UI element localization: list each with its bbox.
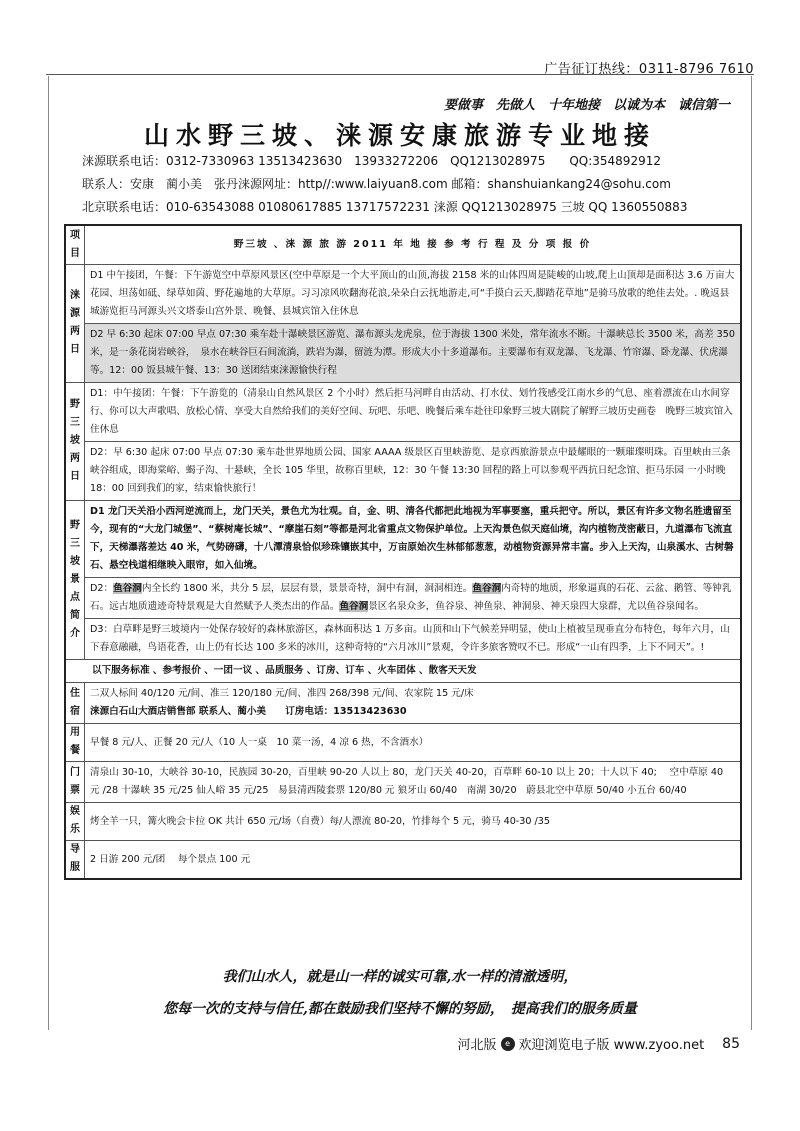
fun-cell: 烤全羊一只，篝火晚会卡拉 OK 共计 650 元/场（自费）每/人漂流 80-20，竹排每个 5 元，骑马 40-30 /35 [85,803,742,841]
lodging-prices: 二双人标间 40/120 元/间、准三 120/180 元/间、准四 268/398 元/间、农家院 15 元/床 [90,688,474,699]
table-row [65,383,741,442]
scenic-day2: D2：鱼谷洞内全长约 1800 米，共分 5 层，层层有景，景景奇特，洞中有洞，洞洞相连。鱼谷洞内奇特的地质，形象逼真的石花、云盆、鹅管、等钟乳石。远古地质遗迹奇特景观是大自然赋予人类杰出的作品。鱼谷洞景区名泉众多，鱼谷泉、神鱼泉、神洞泉、神天泉四大泉群，尤以鱼谷泉闻名。 [85,578,742,619]
guide-label: 导服 [65,841,85,880]
table-row [65,660,741,683]
table-row [65,762,741,803]
contact-line-persons: 联系人：安康 蔺小美 张丹涞源网址：http//:www.laiyuan8.com 邮箱：shanshuiankang24@sohu.com [82,177,671,191]
ticket-cell: 清泉山 30-10，大峡谷 30-10，民族园 30-20，百里峡 90-20 人以上 80，龙门天关 40-20，百草畔 60-10 以上 20；十人以下 40; 空中草原 40 元 /28 十瀑峡 35 元/25 仙人峪 35 元/25 易县清西陵套票 120/80 元 狼牙山 60/40 南湖 30/20 蔚县北空中草原 50/40 小五台 60/40 [85,762,742,803]
welcome-link[interactable]: 欢迎浏览电子版 www.zyoo.net [518,1038,705,1053]
meal-cell: 早餐 8 元/人、正餐 20 元/人（10 人一桌 10 菜一汤，4 凉 6 热，不含酒水） [85,724,742,762]
lodging-label: 住宿 [65,683,85,724]
page-footer [458,1034,740,1053]
laiyuan-day2: D2 早 6:30 起床 07:00 早点 07:30 乘车赴十瀑峡景区游览、瀑布源头龙虎泉，位于海拔 1300 米处，常年流水不断。十瀑峡总长 3500 米，高差 350 米，是一条花岗岩峡谷， 泉水在峡谷巨石间流淌，跌岩为瀑，留涟为潭。形成大小十多道瀑布。主要瀑布有双龙瀑、飞龙瀑、竹帘瀑、卧龙瀑、伏虎瀑等。12：00 饭县城午餐、13：30 送团结束涞源愉快行程 [85,324,742,383]
contact-line-laiyuan: 涞源联系电话：0312-7330963 13513423630 13933272206 QQ1213028975 QQ:354892912 [82,154,661,168]
highlight-yugudong: 鱼谷洞 [339,601,369,612]
contact-line-beijing: 北京联系电话：010-63543088 01080617885 13717572231 涞源 QQ1213028975 三坡 QQ 1360550883 [82,200,688,214]
ticket-label: 门票 [65,762,85,803]
yesanpo-section-label: 野三坡两日 [65,383,85,501]
table-title: 野三坡 、涞 源 旅 游 2011 年 地 接 参 考 行 程 及 分 项 报 价 [85,225,742,265]
highlight-yugudong: 鱼谷洞 [472,583,502,594]
table-row [65,619,741,660]
scenic-section-label: 野三坡景点简介 [65,501,85,660]
fun-label: 娱乐 [65,803,85,841]
slogan: 要做事 先做人 十年地接 以诚为本 诚信第一 [443,98,730,113]
ad-hotline: 广告征订热线：0311-8796 7610 [544,62,754,77]
main-title: 山水野三坡、涞源安康旅游专业地接 [143,121,656,150]
itinerary-table [64,224,742,880]
table-row [65,803,741,841]
lodging-contact: 涞源白石山大酒店销售部 联系人、蔺小美 订房电话：13513423630 [90,706,407,717]
table-header-row [65,225,741,265]
header-rule [46,74,754,75]
scenic-day1: D1 龙门天关沿小西河逆流而上，龙门天关，景色尤为壮观。自，金、明、清各代都把此地视为军事要塞，重兵把守。所以，景区有许多文物名胜遗留至今，现有的“大龙门城堡”、“蔡树庵长城”、“摩崖石刻”等都是河北省重点文物保护单位。上天沟景色似天庭仙境，沟内植物茂密蔽日，九道瀑布飞流直下，天梯瀑落差达 40 米，气势磅礴，十八潭清泉恰似珍珠镶嵌其中，万亩原始次生林郁郁葱葱，动植物资源异常丰富。步入上天沟，山泉溪水、古树磐石、悬空栈道相继映入眼帘，如入仙境。 [85,501,742,578]
table-row [65,265,741,324]
scenic-day3: D3：白草畔是野三坡境内一处保存较好的森林旅游区，森林面积达 1 万多亩。山顶和山下气候差异明显，使山上植被呈现垂直分布特色，每年六月，山下春意融融，鸟语花香，山上仍有长达 100 多米的冰川，这种奇特的“六月冰川”景观，令许多旅客赞叹不已。形成“一山有四季，上下不同天”。! [85,619,742,660]
table-row [65,501,741,578]
meal-label: 用餐 [65,724,85,762]
guide-cell: 2 日游 200 元/团 每个景点 100 元 [85,841,742,880]
footer-line-2: 您每一次的支持与信任,都在鼓励我们坚持不懈的努励， 提高我们的服务质量 [163,1001,637,1017]
table-row [65,841,741,880]
lodging-cell [85,683,742,724]
publisher-logo-icon: e [501,1037,515,1051]
header-side-label: 项目 [65,225,85,265]
publisher-label: 河北版 [457,1038,497,1053]
yesanpo-day1: D1：中午接团：午餐：下午游览的（清泉山自然风景区 2 个小时）然后拒马河畔自由活动、打水仗、划竹筏感受江南水乡的气息、座着漂流在山水间穿行、你可以大声歌唱、放松心情、享受大自然给我们的美好空间、玩吧、乐吧、晚餐后乘车赴往印象野三坡大剧院了解野三坡历史画卷 晚野三坡宾馆入住休息 [85,383,742,442]
table-row [65,324,741,383]
table-row [65,683,741,724]
footer-line-1: 我们山水人，就是山一样的诚实可靠,水一样的清澈透明， [222,969,578,985]
laiyuan-day1: D1 中午接团，午餐：下午游览空中草原风景区(空中草原是一个大平顶山的山顶,海拔 2158 米的山体四周是陡峻的山坡,爬上山顶却是面积达 3.6 万亩大花园、坦荡如砥、绿草如茵、野花遍地的大草原。习习凉风吹翻海花浪,朵朵白云抚地游走,可“手摸白云天,脚踏花草地”是骑马放歌的绝佳去处。. 晚返县城游览拒马河源头兴文塔泰山宫外景、晚餐、县城宾馆入住休息 [85,265,742,324]
page-number: 85 [722,1035,740,1052]
table-row [65,724,741,762]
services-line: 以下服务标准 、参考报价 、一团一议 、品质服务 、订房、订车 、火车团体 、散客天天发 [65,660,741,683]
table-row [65,442,741,501]
laiyuan-section-label: 涞源两日 [65,265,85,383]
highlight-yugudong: 鱼谷洞 [113,583,142,594]
table-row [65,578,741,619]
yesanpo-day2: D2：早 6:30 起床 07:00 早点 07:30 乘车赴世界地质公园、国家 AAAA 级景区百里峡游览、是京西旅游景点中最耀眼的一颗璀璨明珠。百里峡由三条峡谷组成，即海棠峪、蝎子沟、十悬峡，全长 105 华里，故称百里峡，12：30 午餐 13:30 回程的路上可以参观平西抗日纪念馆、拒马乐园 一小时晚 18：00 回到我们的家，结束愉快旅行！ [85,442,742,501]
